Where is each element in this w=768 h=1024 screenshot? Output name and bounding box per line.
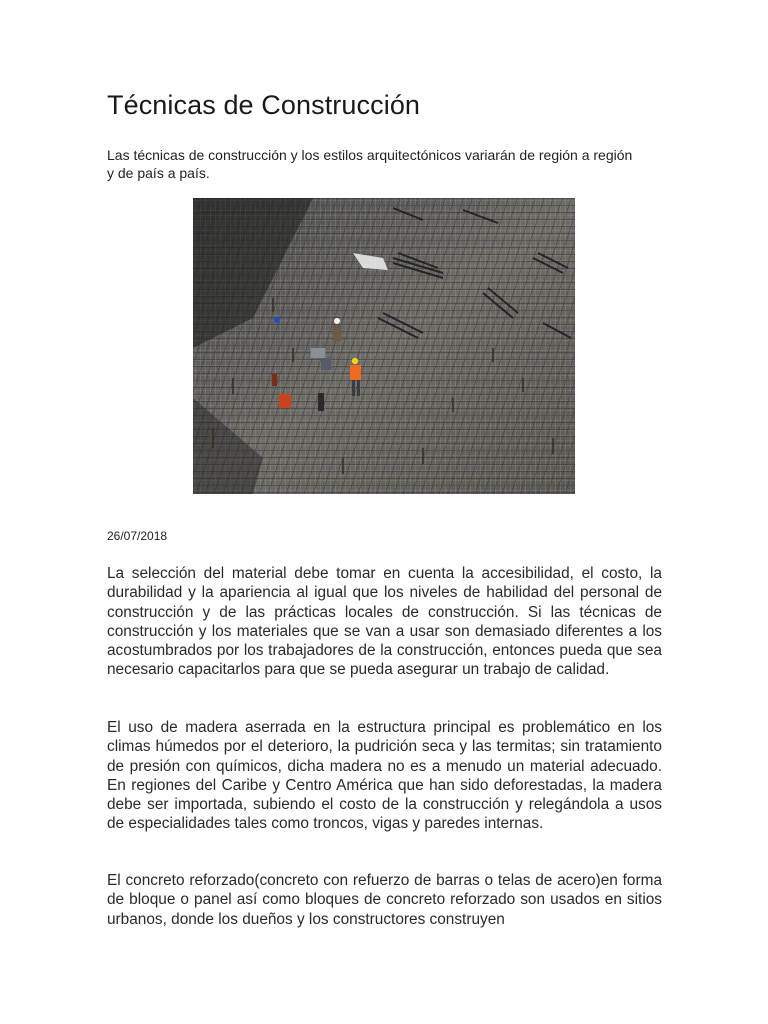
- post-date: 26/07/2018: [107, 529, 168, 543]
- paragraph-2: El uso de madera aserrada en la estructura principal es problemático en los climas húmedos por el deterioro, la pudrición seca y las termitas; sin tratamiento de presión con químicos, dicha madera no es a menudo un material adecuado. En regiones del Caribe y Centro América que han sido deforestadas, la madera debe ser importada, subiendo el costo de la construcción y relegándola a usos de especialidades tales como troncos, vigas y paredes internas.: [107, 719, 662, 833]
- intro-text: Las técnicas de construcción y los estilos arquitectónicos variarán de región a región y de país a país.: [107, 147, 633, 181]
- paragraph-1: La selección del material debe tomar en cuenta la accesibilidad, el costo, la durabilidad y la apariencia al igual que los niveles de habilidad del personal de construcción y de las prácticas locales de construcción. Si las técnicas de construcción y los materiales que se van a usar son demasiado diferentes a los acostumbrados por los trabajadores de la construcción, entonces pueda que sea necesario capacitarlos para que se pueda asegurar un trabajo de calidad.: [107, 565, 662, 679]
- page-title: Técnicas de Construcción: [107, 90, 421, 120]
- construction-site-photo: [193, 198, 575, 494]
- paragraph-3: El concreto reforzado(concreto con refuerzo de barras o telas de acero)en forma de bloque o panel así como bloques de concreto reforzado son usados en sitios urbanos, donde los dueños y los constructores construyen: [107, 872, 662, 928]
